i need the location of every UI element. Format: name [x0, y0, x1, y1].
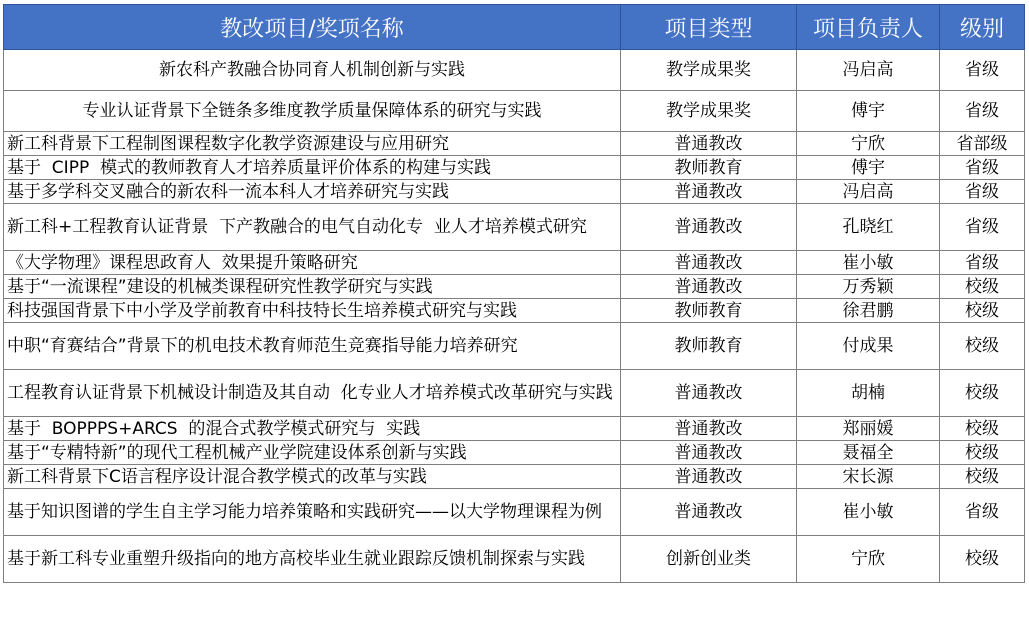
header-name: 教改项目/奖项名称 — [4, 5, 621, 50]
header-row — [4, 5, 1025, 50]
project-type: 普通教改 — [621, 275, 797, 299]
project-level: 省级 — [940, 251, 1025, 275]
project-type: 教师教育 — [621, 323, 797, 370]
project-name: 新工科背景下C语言程序设计混合教学模式的改革与实践 — [4, 465, 621, 489]
project-type: 教学成果奖 — [621, 50, 797, 91]
header-leader: 项目负责人 — [797, 5, 940, 50]
project-level: 校级 — [940, 323, 1025, 370]
project-name: 基于“一流课程”建设的机械类课程研究性教学研究与实践 — [4, 275, 621, 299]
project-leader: 宁欣 — [797, 536, 940, 583]
project-name: 中职“育赛结合”背景下的机电技术教育师范生竞赛指导能力培养研究 — [4, 323, 621, 370]
project-leader: 聂福全 — [797, 441, 940, 465]
project-type: 教师教育 — [621, 299, 797, 323]
project-name: 新工科背景下工程制图课程数字化教学资源建设与应用研究 — [4, 132, 621, 156]
project-name: 专业认证背景下全链条多维度教学质量保障体系的研究与实践 — [4, 91, 621, 132]
project-name: 基于“专精特新”的现代工程机械产业学院建设体系创新与实践 — [4, 441, 621, 465]
table-row — [4, 489, 1025, 536]
project-leader: 傅宇 — [797, 156, 940, 180]
project-name: 科技强国背景下中小学及学前教育中科技特长生培养模式研究与实践 — [4, 299, 621, 323]
project-type: 普通教改 — [621, 251, 797, 275]
project-name: 新农科产教融合协同育人机制创新与实践 — [4, 50, 621, 91]
table-row — [4, 50, 1025, 91]
project-level: 校级 — [940, 275, 1025, 299]
header-type: 项目类型 — [621, 5, 797, 50]
table-row — [4, 299, 1025, 323]
project-leader: 万秀颖 — [797, 275, 940, 299]
project-name: 基于多学科交叉融合的新农科一流本科人才培养研究与实践 — [4, 180, 621, 204]
project-level: 校级 — [940, 299, 1025, 323]
project-leader: 崔小敏 — [797, 489, 940, 536]
project-leader: 崔小敏 — [797, 251, 940, 275]
project-level: 省级 — [940, 180, 1025, 204]
table-row — [4, 180, 1025, 204]
project-name: 新工科+工程教育认证背景 下产教融合的电气自动化专 业人才培养模式研究 — [4, 204, 621, 251]
header-level: 级别 — [940, 5, 1025, 50]
project-name: 工程教育认证背景下机械设计制造及其自动 化专业人才培养模式改革研究与实践 — [4, 370, 621, 417]
table-row — [4, 465, 1025, 489]
table-row — [4, 91, 1025, 132]
project-type: 普通教改 — [621, 417, 797, 441]
project-leader: 孔晓红 — [797, 204, 940, 251]
project-level: 省级 — [940, 489, 1025, 536]
project-level: 省级 — [940, 50, 1025, 91]
project-name: 基于知识图谱的学生自主学习能力培养策略和实践研究——以大学物理课程为例 — [4, 489, 621, 536]
project-type: 普通教改 — [621, 204, 797, 251]
project-type: 创新创业类 — [621, 536, 797, 583]
projects-table — [3, 4, 1025, 583]
table-row — [4, 251, 1025, 275]
project-level: 校级 — [940, 441, 1025, 465]
project-level: 校级 — [940, 417, 1025, 441]
project-name: 基于 CIPP 模式的教师教育人才培养质量评价体系的构建与实践 — [4, 156, 621, 180]
project-type: 普通教改 — [621, 465, 797, 489]
table-row — [4, 323, 1025, 370]
project-level: 省级 — [940, 204, 1025, 251]
project-type: 普通教改 — [621, 370, 797, 417]
table-row — [4, 441, 1025, 465]
project-name: 《大学物理》课程思政育人 效果提升策略研究 — [4, 251, 621, 275]
project-level: 省级 — [940, 91, 1025, 132]
table-row — [4, 536, 1025, 583]
table-row — [4, 370, 1025, 417]
project-type: 普通教改 — [621, 180, 797, 204]
project-level: 校级 — [940, 465, 1025, 489]
project-leader: 郑丽媛 — [797, 417, 940, 441]
project-name: 基于新工科专业重塑升级指向的地方高校毕业生就业跟踪反馈机制探索与实践 — [4, 536, 621, 583]
project-leader: 付成果 — [797, 323, 940, 370]
project-leader: 冯启高 — [797, 180, 940, 204]
project-type: 教师教育 — [621, 156, 797, 180]
project-level: 校级 — [940, 536, 1025, 583]
table-row — [4, 417, 1025, 441]
project-level: 省部级 — [940, 132, 1025, 156]
table-row — [4, 204, 1025, 251]
project-type: 普通教改 — [621, 441, 797, 465]
table-row — [4, 275, 1025, 299]
table-row — [4, 156, 1025, 180]
project-name: 基于 BOPPPS+ARCS 的混合式教学模式研究与 实践 — [4, 417, 621, 441]
table-row — [4, 132, 1025, 156]
project-leader: 傅宇 — [797, 91, 940, 132]
project-leader: 胡楠 — [797, 370, 940, 417]
project-level: 校级 — [940, 370, 1025, 417]
project-leader: 宋长源 — [797, 465, 940, 489]
project-leader: 冯启高 — [797, 50, 940, 91]
project-type: 普通教改 — [621, 489, 797, 536]
project-leader: 宁欣 — [797, 132, 940, 156]
project-leader: 徐君鹏 — [797, 299, 940, 323]
project-type: 教学成果奖 — [621, 91, 797, 132]
project-type: 普通教改 — [621, 132, 797, 156]
project-level: 省级 — [940, 156, 1025, 180]
